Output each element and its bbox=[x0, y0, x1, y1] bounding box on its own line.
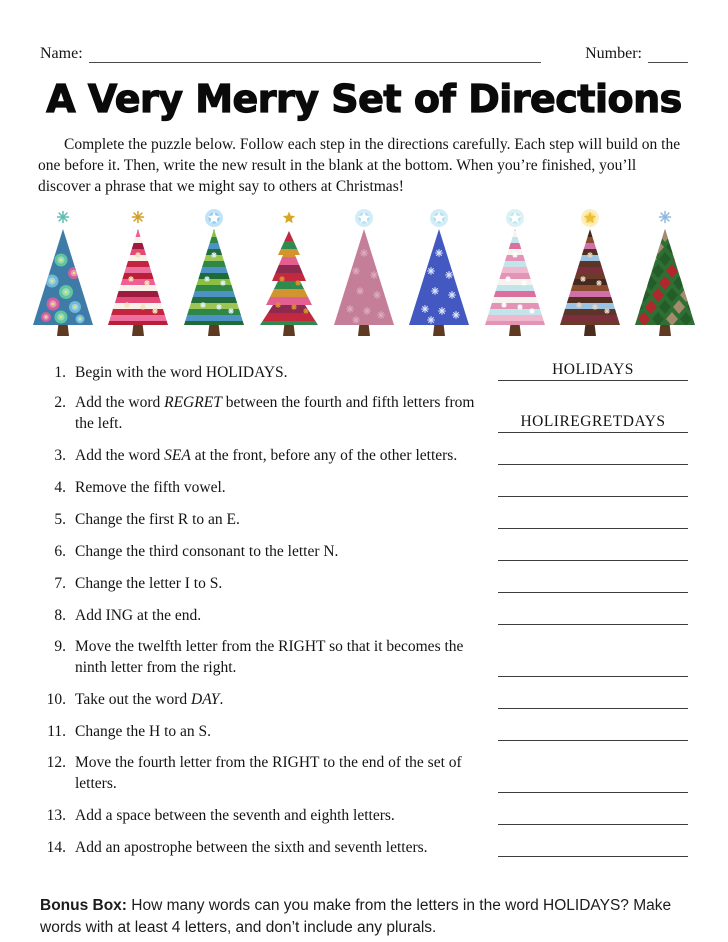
step-text: Begin with the word HOLIDAYS. bbox=[75, 363, 288, 381]
step-text: Change the first R to an E. bbox=[75, 511, 240, 529]
teal-ornament-tree bbox=[28, 205, 98, 337]
step-text: Add ING at the end. bbox=[75, 607, 202, 625]
step-instruction bbox=[40, 838, 498, 859]
step-text: Add an apostrophe between the sixth and seventh letters. bbox=[75, 839, 428, 857]
step-row-12 bbox=[40, 753, 688, 795]
step-number: 5. bbox=[54, 511, 66, 529]
answer-blank-5 bbox=[498, 509, 688, 529]
step-instruction bbox=[40, 446, 498, 467]
blue-snowflake-tree bbox=[404, 205, 474, 337]
answer-text: HOLIREGRETDAYS bbox=[520, 413, 666, 431]
green-argyle-tree bbox=[630, 205, 700, 337]
answer-blank-14 bbox=[498, 837, 688, 857]
step-row-1 bbox=[40, 361, 688, 383]
pink-snowflake-tree bbox=[329, 205, 399, 337]
answer-blank-13 bbox=[498, 805, 688, 825]
step-text: Change the letter I to S. bbox=[75, 575, 223, 593]
name-label: Name: bbox=[40, 44, 83, 62]
step-instruction bbox=[40, 574, 498, 595]
answer-blank-12 bbox=[498, 773, 688, 793]
answer-blank-8 bbox=[498, 605, 688, 625]
tiered-striped-tree-graphic bbox=[254, 205, 324, 337]
green-striped-tree-graphic bbox=[179, 205, 249, 337]
steps-list bbox=[40, 361, 688, 859]
step-instruction bbox=[40, 510, 498, 531]
step-number: 10. bbox=[46, 691, 66, 709]
step-instruction bbox=[40, 690, 498, 711]
intro-paragraph: Complete the puzzle below. Follow each step in the directions carefully. Each step will build on the one before it. Then, write the new result in the blank at the bottom. When you’re finished, you’ll discover a phrase that we might say to others at Christmas! bbox=[38, 136, 681, 196]
answer-blank-7 bbox=[498, 573, 688, 593]
step-text: Take out the word DAY. bbox=[75, 691, 224, 709]
step-number: 4. bbox=[54, 479, 66, 497]
step-number: 2. bbox=[54, 394, 66, 412]
step-number: 13. bbox=[46, 807, 66, 825]
step-instruction bbox=[40, 637, 498, 679]
name-blank-line bbox=[89, 44, 541, 63]
step-number: 6. bbox=[54, 543, 66, 561]
step-number: 14. bbox=[46, 839, 66, 857]
pink-blue-striped-tree-graphic bbox=[480, 205, 550, 337]
number-blank-line bbox=[648, 44, 688, 63]
tree-row bbox=[28, 203, 700, 337]
pink-blue-striped-tree bbox=[480, 205, 550, 337]
step-row-6 bbox=[40, 541, 688, 563]
step-instruction bbox=[40, 806, 498, 827]
step-text: Add a space between the seventh and eighth letters. bbox=[75, 807, 395, 825]
answer-blank-11 bbox=[498, 721, 688, 741]
step-text: Add the word REGRET between the fourth and fifth letters from the left. bbox=[75, 394, 475, 433]
step-text: Remove the fifth vowel. bbox=[75, 479, 226, 497]
answer-text: HOLIDAYS bbox=[552, 361, 634, 379]
step-instruction bbox=[40, 606, 498, 627]
step-row-10 bbox=[40, 689, 688, 711]
step-text: Add the word SEA at the front, before any of the other letters. bbox=[75, 447, 458, 465]
step-instruction bbox=[40, 722, 498, 743]
step-row-13 bbox=[40, 805, 688, 827]
step-row-7 bbox=[40, 573, 688, 595]
step-row-8 bbox=[40, 605, 688, 627]
blue-snowflake-tree-graphic bbox=[404, 205, 474, 337]
answer-blank-4 bbox=[498, 477, 688, 497]
step-number: 11. bbox=[47, 723, 66, 741]
number-label: Number: bbox=[585, 44, 642, 62]
step-number: 12. bbox=[46, 754, 66, 772]
step-row-9 bbox=[40, 637, 688, 679]
red-pink-striped-tree bbox=[103, 205, 173, 337]
tiered-striped-tree bbox=[254, 205, 324, 337]
green-argyle-tree-graphic bbox=[630, 205, 700, 337]
step-number: 3. bbox=[54, 447, 66, 465]
green-striped-tree bbox=[179, 205, 249, 337]
step-text: Move the fourth letter from the RIGHT to the end of the set of letters. bbox=[75, 754, 462, 793]
answer-blank-9 bbox=[498, 657, 688, 677]
step-instruction bbox=[40, 363, 498, 384]
step-row-4 bbox=[40, 477, 688, 499]
header-row bbox=[40, 44, 688, 63]
step-text: Change the third consonant to the letter N. bbox=[75, 543, 339, 561]
answer-blank-10 bbox=[498, 689, 688, 709]
step-row-5 bbox=[40, 509, 688, 531]
brown-fairisle-tree bbox=[555, 205, 625, 337]
step-text: Change the H to an S. bbox=[75, 723, 212, 741]
pink-snowflake-tree-graphic bbox=[329, 205, 399, 337]
step-instruction bbox=[40, 542, 498, 563]
bonus-text: How many words can you make from the letters in the word HOLIDAYS? Make words with at least 4 letters, and don’t include any plurals. bbox=[40, 896, 672, 936]
step-number: 1. bbox=[54, 363, 66, 381]
step-instruction bbox=[40, 478, 498, 499]
step-instruction bbox=[40, 753, 498, 795]
answer-blank-3 bbox=[498, 445, 688, 465]
step-number: 7. bbox=[54, 575, 66, 593]
brown-fairisle-tree-graphic bbox=[555, 205, 625, 337]
bonus-box bbox=[40, 895, 688, 939]
step-number: 8. bbox=[54, 607, 66, 625]
teal-ornament-tree-graphic bbox=[28, 205, 98, 337]
step-text: Move the twelfth letter from the RIGHT so that it becomes the ninth letter from the right. bbox=[75, 638, 464, 677]
answer-blank-6 bbox=[498, 541, 688, 561]
step-number: 9. bbox=[54, 638, 66, 656]
answer-blank-2 bbox=[498, 413, 688, 433]
step-row-2 bbox=[40, 393, 688, 435]
red-pink-striped-tree-graphic bbox=[103, 205, 173, 337]
page-title: A Very Merry Set of Directions bbox=[46, 76, 682, 121]
step-instruction bbox=[40, 393, 498, 435]
bonus-label: Bonus Box: bbox=[40, 896, 127, 914]
answer-blank-1 bbox=[498, 361, 688, 381]
step-row-11 bbox=[40, 721, 688, 743]
step-row-3 bbox=[40, 445, 688, 467]
step-row-14 bbox=[40, 837, 688, 859]
